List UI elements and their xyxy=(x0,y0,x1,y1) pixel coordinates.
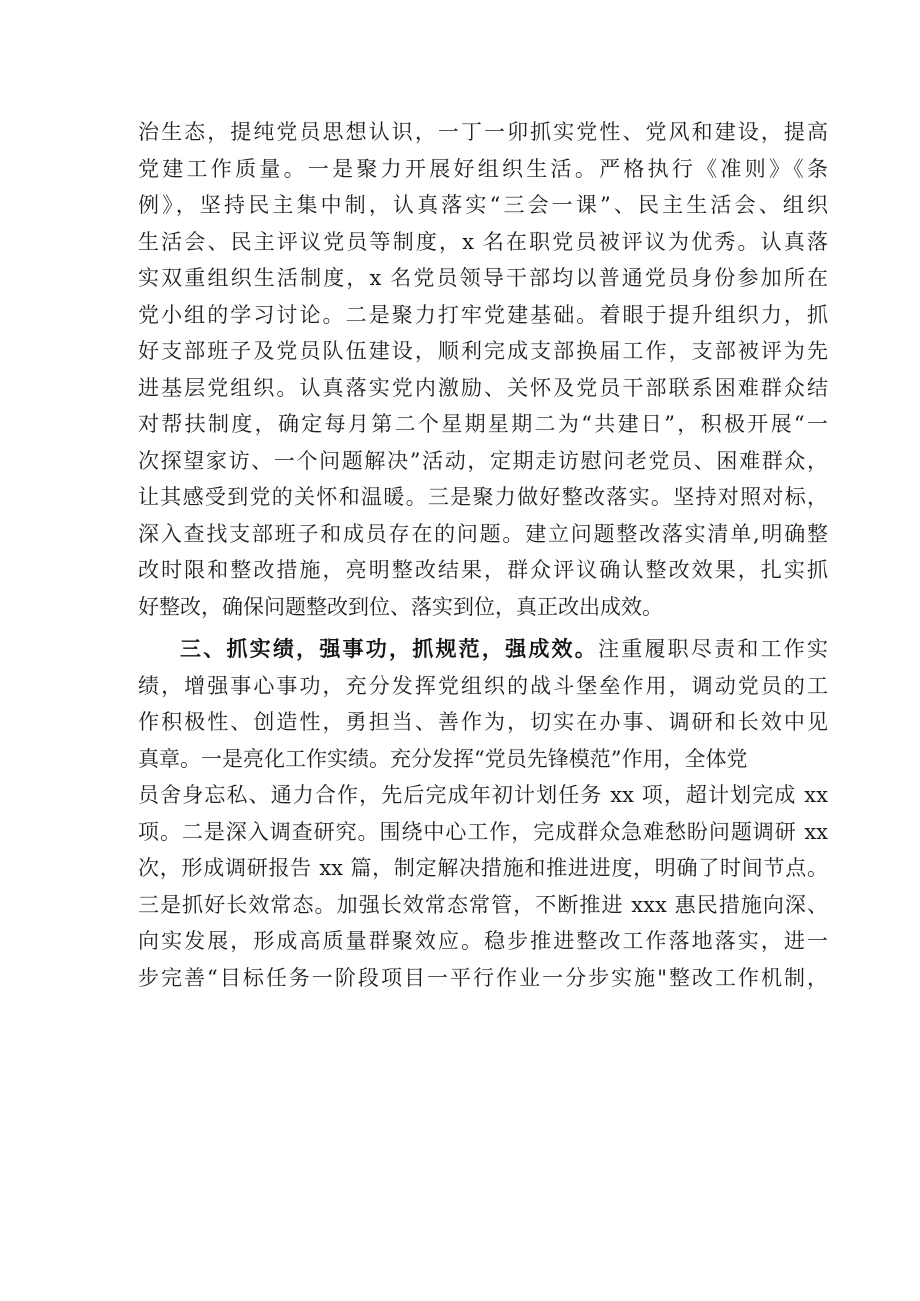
section-three-first-line xyxy=(138,631,828,668)
text-line: 生活会、民主评议党员等制度，x 名在职党员被评议为优秀。认真落 xyxy=(138,229,828,254)
text-line: 深入查找支部班子和成员存在的问题。建立问题整改落实清单,明确整 xyxy=(138,521,828,546)
paragraph-section-three xyxy=(138,631,828,996)
text-line: 让其感受到党的关怀和温暖。三是聚力做好整改落实。坚持对照对标， xyxy=(138,485,828,509)
text-line: 好整改，确保问题整改到位、落实到位，真正改出成效。 xyxy=(138,594,663,619)
text-line: 实双重组织生活制度，x 名党员领导干部均以普通党员身份参加所在 xyxy=(138,266,828,290)
text-line: 次探望家访、一个问题解决”活动，定期走访慰问老党员、困难群众， xyxy=(138,448,828,473)
text-line: 例》，坚持民主集中制，认真落实“三会一课”、民主生活会、组织 xyxy=(138,193,828,217)
text-line: 进基层党组织。认真落实党内激励、关怀及党员干部联系困难群众结 xyxy=(138,375,828,400)
text-line: 次，形成调研报告 xx 篇，制定解决措施和推进进度，明确了时间节点。 xyxy=(138,856,828,880)
text-line: 员舍身忘私、通力合作，先后完成年初计划任务 xx 项，超计划完成 xx xyxy=(138,783,828,807)
text-line: 好支部班子及党员队伍建设，顺利完成支部换届工作，支部被评为先 xyxy=(138,339,828,363)
text-line: 改时限和整改措施，亮明整改结果，群众评议确认整改效果，扎实抓 xyxy=(138,558,828,582)
text-line: 绩，增强事心事功，充分发挥党组织的战斗堡垒作用，调动党员的工 xyxy=(138,673,828,698)
paragraph-section-two xyxy=(138,114,828,625)
text-line: 项。二是深入调查研究。围绕中心工作，完成群众急难愁盼问题调研 xx xyxy=(138,819,828,844)
text-line: 治生态，提纯党员思想认识，一丁一卯抓实党性、党风和建设，提高 xyxy=(138,120,828,144)
text-line: 向实发展，形成高质量群聚效应。稳步推进整改工作落地落实，进一 xyxy=(138,929,828,953)
text-line: 真章。一是亮化工作实绩。充分发挥“党员先锋模范”作用，全体党 xyxy=(138,746,748,771)
text-line: 三是抓好长效常态。加强长效常态常管，不断推进 xxx 惠民措施向深、 xyxy=(138,892,828,917)
document-body xyxy=(138,114,828,996)
text-line: 作积极性、创造性，勇担当、善作为，切实在办事、调研和长效中见 xyxy=(138,710,828,734)
text-line-rest: 注重履职尽责和工作实 xyxy=(598,637,828,661)
text-line: 对帮扶制度，确定每月第二个星期星期二为“共建日”，积极开展“一 xyxy=(138,412,828,436)
text-line: 党建工作质量。一是聚力开展好组织生活。严格执行《准则》《条 xyxy=(138,156,828,181)
text-line: 步完善“目标任务一阶段项目一平行作业一分步实施"整改工作机制， xyxy=(138,965,828,990)
section-three-heading: 三、抓实绩，强事功，抓规范，强成效。 xyxy=(180,637,598,661)
text-line: 党小组的学习讨论。二是聚力打牢党建基础。着眼于提升组织力，抓 xyxy=(138,302,828,327)
